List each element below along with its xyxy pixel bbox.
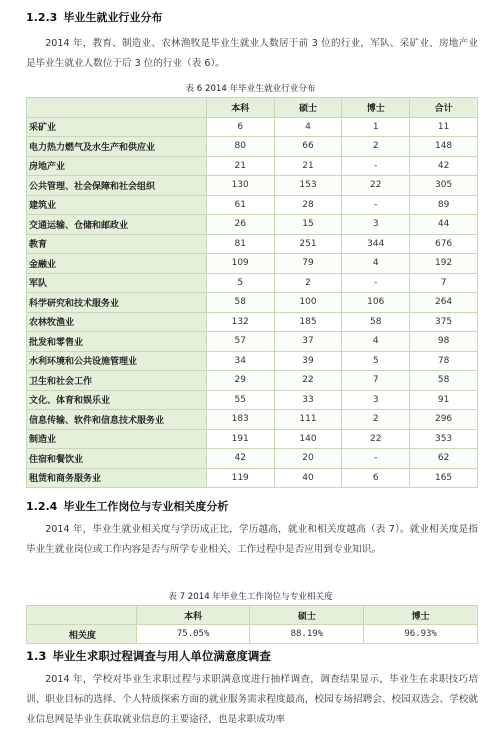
header-cell: 博士 [342,98,410,118]
cell-value: 22 [274,371,342,391]
cell-value: 22 [342,429,410,449]
cell-value: 55 [206,390,274,410]
cell-value: 100 [274,293,342,313]
industry-name: 水利环境和公共设施管理业 [27,351,207,371]
cell-value: 130 [206,176,274,196]
cell-value: 66 [274,137,342,157]
table-row [27,254,478,274]
header-cell: 合计 [410,98,478,118]
table-row [27,176,478,196]
table7-caption: 表 7 2014 年毕业生工作岗位与专业相关度 [168,592,333,602]
industry-name: 金融业 [27,254,207,274]
industry-name: 采矿业 [27,117,207,137]
header-cell: 硕士 [250,606,364,625]
cell-value: - [342,195,410,215]
paragraph-relevance: 2014 年，毕业生就业相关度与学历成正比，学历越高，就业和相关度越高（表 7）。就业相关度是指毕业生就业岗位或工作内容是否与所学专业相关，工作过程中是否应用到专业知识。 [26,524,478,555]
cell-value: 40 [274,468,342,488]
cell-value: 61 [206,195,274,215]
table-row [27,371,478,391]
cell-value: - [342,273,410,293]
cell-value: 111 [274,410,342,430]
section-title: 毕业生就业行业分布 [63,11,163,24]
table-row [27,137,478,157]
cell-value: 191 [206,429,274,449]
cell-value: 37 [274,332,342,352]
header-cell [27,98,207,118]
cell-value: 15 [274,215,342,235]
section-heading-1-2-4 [26,498,228,514]
section-title: 毕业生求职过程调查与用人单位满意度调查 [52,649,271,663]
section-number: 1.2.4 [26,500,58,513]
cell-value: 91 [410,390,478,410]
header-cell: 本科 [206,98,274,118]
cell-value: 62 [410,449,478,469]
cell-value: 3 [342,390,410,410]
table-row [27,429,478,449]
cell-value: 58 [206,293,274,313]
cell-value: 96.93% [364,625,478,644]
table6-caption: 表 6 2014 年毕业生就业行业分布 [185,84,316,94]
table-row [27,351,478,371]
cell-value: 2 [342,410,410,430]
cell-value: 21 [274,156,342,176]
cell-value: - [342,449,410,469]
table-header-row [27,98,478,118]
relevance-table [26,605,478,644]
cell-value: 42 [206,449,274,469]
header-cell: 硕士 [274,98,342,118]
table-row [27,293,478,313]
header-cell [27,606,137,625]
cell-value: 3 [342,215,410,235]
industry-name: 农林牧渔业 [27,312,207,332]
cell-value: 89 [410,195,478,215]
cell-value: 106 [342,293,410,313]
header-cell: 本科 [136,606,250,625]
cell-value: 26 [206,215,274,235]
paragraph-survey: 2014 年，学校对毕业生求职过程与求职满意度进行抽样调查，调查结果显示，毕业生在求职技巧培训、职业目标的选择、个人特质探索方面的就业服务需求程度最高，校园专场招聘会、校园双选会、学校就业信息网是毕业生获取就业信息的主要途径，也是求职成功率 [26,674,478,725]
cell-value: 88.19% [250,625,364,644]
cell-value: 183 [206,410,274,430]
cell-value: 375 [410,312,478,332]
cell-value: 251 [274,234,342,254]
cell-value: 4 [342,332,410,352]
industry-name: 建筑业 [27,195,207,215]
cell-value: 676 [410,234,478,254]
cell-value: 78 [410,351,478,371]
cell-value: 140 [274,429,342,449]
section-number: 1.3 [26,649,47,663]
section-number: 1.2.3 [26,11,58,24]
cell-value: 305 [410,176,478,196]
cell-value: 353 [410,429,478,449]
cell-value: 42 [410,156,478,176]
cell-value: 1 [342,117,410,137]
cell-value: 33 [274,390,342,410]
table-row [27,117,478,137]
cell-value: 75.05% [136,625,250,644]
cell-value: 44 [410,215,478,235]
section-title: 毕业生工作岗位与专业相关度分析 [63,500,229,513]
cell-value: 20 [274,449,342,469]
table-row [27,215,478,235]
cell-value: 21 [206,156,274,176]
industry-name: 住宿和餐饮业 [27,449,207,469]
table-row [27,312,478,332]
cell-value: 2 [274,273,342,293]
cell-value: 7 [342,371,410,391]
cell-value: 192 [410,254,478,274]
table-row [27,390,478,410]
table-row [27,273,478,293]
industry-name: 房地产业 [27,156,207,176]
row-label: 相关度 [27,625,137,644]
cell-value: 132 [206,312,274,332]
cell-value: 98 [410,332,478,352]
cell-value: 11 [410,117,478,137]
table-row [27,449,478,469]
cell-value: 2 [342,137,410,157]
industry-name: 交通运输、仓储和邮政业 [27,215,207,235]
cell-value: 148 [410,137,478,157]
cell-value: 29 [206,371,274,391]
table-row [27,234,478,254]
industry-name: 卫生和社会工作 [27,371,207,391]
cell-value: 34 [206,351,274,371]
industry-name: 批发和零售业 [27,332,207,352]
cell-value: 58 [342,312,410,332]
table-row [27,468,478,488]
cell-value: 4 [342,254,410,274]
industry-name: 租赁和商务服务业 [27,468,207,488]
cell-value: 264 [410,293,478,313]
section-heading-1-3 [26,648,271,664]
cell-value: 80 [206,137,274,157]
table-row [27,156,478,176]
cell-value: 57 [206,332,274,352]
industry-name: 电力热力燃气及水生产和供应业 [27,137,207,157]
industry-name: 军队 [27,273,207,293]
cell-value: 7 [410,273,478,293]
table-row [27,625,478,644]
cell-value: 6 [342,468,410,488]
table-row [27,332,478,352]
cell-value: 296 [410,410,478,430]
cell-value: 6 [206,117,274,137]
header-cell: 博士 [364,606,478,625]
cell-value: 81 [206,234,274,254]
cell-value: 5 [206,273,274,293]
table-row [27,195,478,215]
cell-value: 28 [274,195,342,215]
paragraph-industry: 2014 年，教育、制造业、农林渔牧是毕业生就业人数居于前 3 位的行业，军队、采矿业、房地产业是毕业生就业人数位于后 3 位的行业（表 6）。 [26,38,478,69]
table-row [27,410,478,430]
cell-value: 165 [410,468,478,488]
industry-name: 教育 [27,234,207,254]
cell-value: 79 [274,254,342,274]
cell-value: 344 [342,234,410,254]
industry-distribution-table [26,97,478,488]
cell-value: 109 [206,254,274,274]
section-heading-1-2-3 [26,9,162,25]
cell-value: 39 [274,351,342,371]
table-header-row [27,606,478,625]
cell-value: 119 [206,468,274,488]
industry-name: 文化、体育和娱乐业 [27,390,207,410]
industry-name: 科学研究和技术服务业 [27,293,207,313]
cell-value: - [342,156,410,176]
cell-value: 185 [274,312,342,332]
industry-name: 公共管理、社会保障和社会组织 [27,176,207,196]
cell-value: 58 [410,371,478,391]
cell-value: 5 [342,351,410,371]
cell-value: 153 [274,176,342,196]
cell-value: 4 [274,117,342,137]
industry-name: 信息传输、软件和信息技术服务业 [27,410,207,430]
cell-value: 22 [342,176,410,196]
industry-name: 制造业 [27,429,207,449]
